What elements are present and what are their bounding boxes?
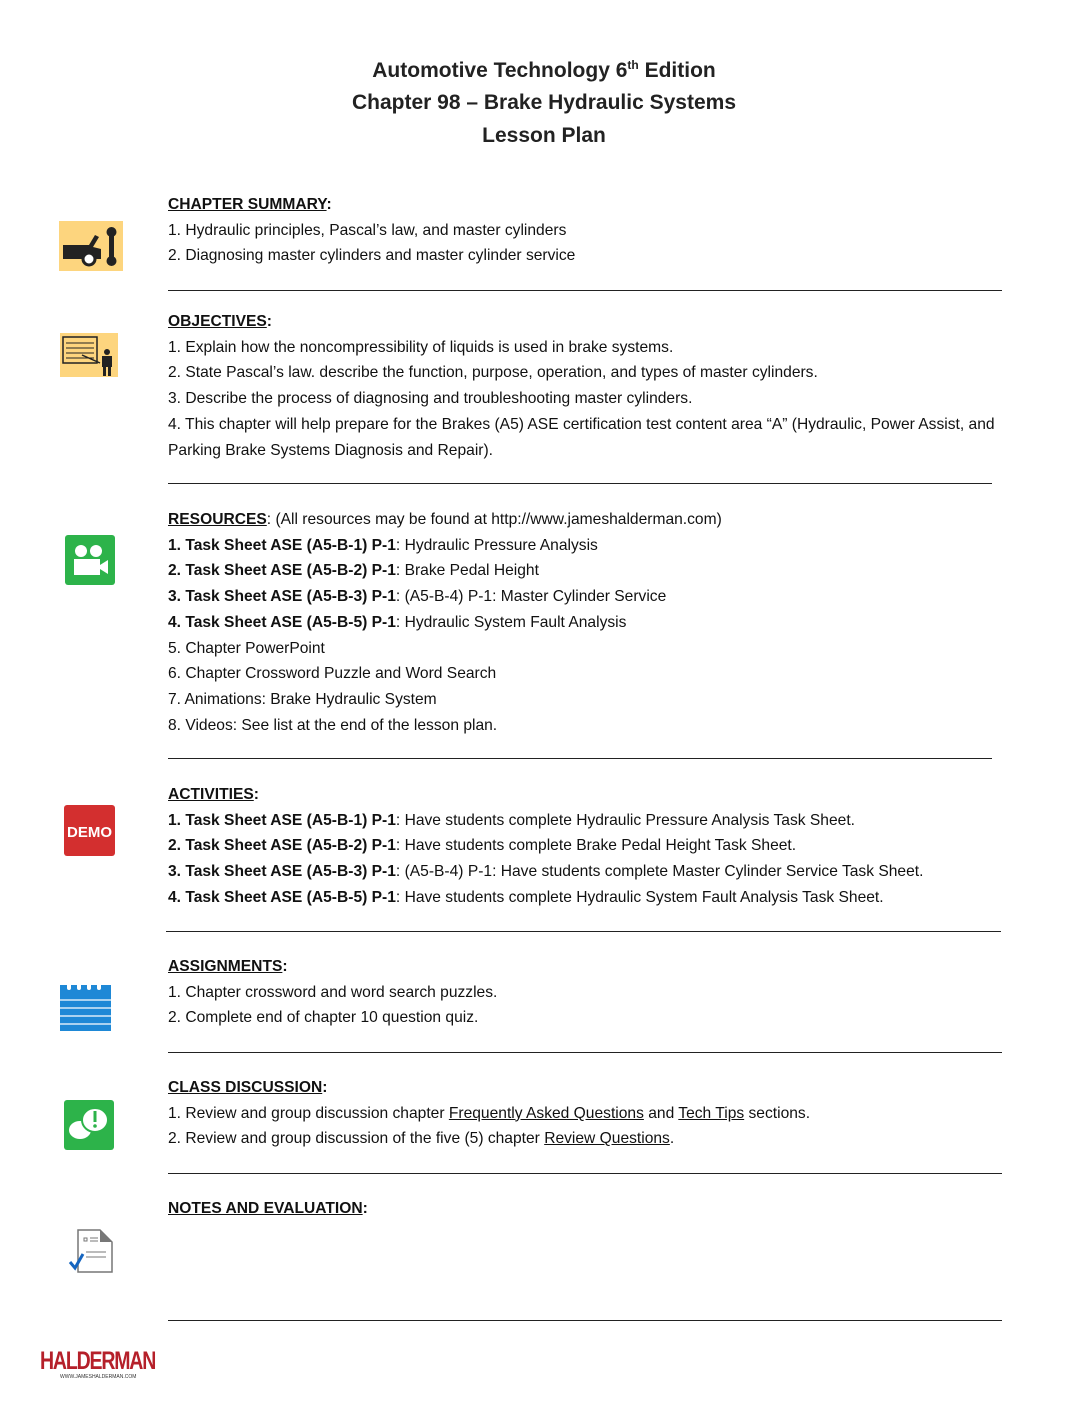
class-discussion-section bbox=[168, 1075, 1038, 1152]
list-item: 1. Review and group discussion chapter Frequently Asked Questions and Tech Tips sections. bbox=[168, 1104, 811, 1122]
list-item: 1. Explain how the noncompressibility of liquids is used in brake systems. bbox=[168, 338, 674, 356]
car-repair-icon bbox=[59, 221, 123, 271]
notes-section bbox=[168, 1196, 1038, 1222]
list-item: 4. Task Sheet ASE (A5-B-5) P-1: Hydraulic System Fault Analysis bbox=[168, 613, 627, 631]
chapter-summary-section bbox=[168, 192, 1038, 269]
list-item: 1. Task Sheet ASE (A5-B-1) P-1: Have students complete Hydraulic Pressure Analysis Task Sheet. bbox=[168, 811, 855, 829]
objectives-section bbox=[168, 309, 1038, 463]
list-item: 2. Review and group discussion of the five (5) chapter Review Questions. bbox=[168, 1130, 675, 1148]
list-item: 1. Hydraulic principles, Pascal’s law, and master cylinders bbox=[168, 221, 567, 239]
divider bbox=[168, 483, 992, 484]
list-item: 2. Complete end of chapter 10 question quiz. bbox=[168, 1009, 479, 1027]
list-item: 3. Task Sheet ASE (A5-B-3) P-1: (A5-B-4) P-1: Master Cylinder Service bbox=[168, 588, 667, 606]
tech-tips-link[interactable]: Tech Tips bbox=[678, 1104, 745, 1122]
list-item: 3. Describe the process of diagnosing and troubleshooting master cylinders. bbox=[168, 390, 693, 408]
list-item: 1. Task Sheet ASE (A5-B-1) P-1: Hydraulic Pressure Analysis bbox=[168, 536, 598, 554]
list-item: 2. State Pascal’s law. describe the function, purpose, operation, and types of master cylinders. bbox=[168, 364, 818, 382]
list-item: 4. Task Sheet ASE (A5-B-5) P-1: Have students complete Hydraulic System Fault Analysis Task Sheet. bbox=[168, 888, 884, 906]
svg-text:DEMO: DEMO bbox=[67, 824, 112, 841]
list-item: 4. This chapter will help prepare for the Brakes (A5) ASE certification test content area “A” (Hydraulic, Power Assist, and Parking Brake Systems Diagnosis and Repair). bbox=[168, 415, 995, 459]
list-item: 3. Task Sheet ASE (A5-B-3) P-1: (A5-B-4) P-1: Have students complete Master Cylinder Service Task Sheet. bbox=[168, 863, 924, 881]
divider bbox=[168, 290, 1002, 291]
checklist-document-icon bbox=[68, 1228, 114, 1274]
list-item: 2. Task Sheet ASE (A5-B-2) P-1: Brake Pedal Height bbox=[168, 562, 539, 580]
activities-section bbox=[168, 782, 1038, 911]
list-item: 2. Diagnosing master cylinders and master cylinder service bbox=[168, 247, 576, 265]
section-heading: RESOURCES: (All resources may be found at http://www.jameshalderman.com) bbox=[168, 511, 722, 528]
section-heading: CLASS DISCUSSION: bbox=[168, 1079, 328, 1096]
section-heading: ASSIGNMENTS: bbox=[168, 958, 288, 975]
demo-icon bbox=[64, 805, 115, 856]
divider bbox=[168, 1173, 1002, 1174]
video-camera-icon bbox=[65, 535, 115, 585]
divider bbox=[168, 1052, 1002, 1053]
section-heading: ACTIVITIES: bbox=[168, 786, 259, 803]
halderman-logo: HALDERMAN WWW.JAMESHALDERMAN.COM bbox=[40, 1347, 156, 1380]
faq-link[interactable]: Frequently Asked Questions bbox=[448, 1104, 644, 1122]
notepad-icon bbox=[60, 980, 111, 1031]
list-item: 8. Videos: See list at the end of the lesson plan. bbox=[168, 716, 498, 734]
section-heading: NOTES AND EVALUATION: bbox=[168, 1200, 368, 1217]
resources-section bbox=[168, 507, 1038, 738]
section-heading: OBJECTIVES: bbox=[168, 313, 272, 330]
assignments-section bbox=[168, 954, 1038, 1031]
divider bbox=[168, 758, 992, 759]
section-heading: CHAPTER SUMMARY: bbox=[168, 196, 332, 213]
title-line-2: Chapter 98 – Brake Hydraulic Systems bbox=[351, 91, 737, 114]
review-questions-link[interactable]: Review Questions bbox=[544, 1130, 670, 1148]
list-item: 1. Chapter crossword and word search puzzles. bbox=[168, 983, 498, 1001]
title-line-3: Lesson Plan bbox=[482, 124, 606, 147]
divider bbox=[168, 1320, 1002, 1321]
title-line-1: Automotive Technology 6th Edition bbox=[372, 58, 716, 82]
list-item: 5. Chapter PowerPoint bbox=[168, 639, 325, 657]
teacher-presentation-icon bbox=[60, 333, 118, 377]
list-item: 6. Chapter Crossword Puzzle and Word Search bbox=[168, 665, 497, 683]
list-item: 2. Task Sheet ASE (A5-B-2) P-1: Have students complete Brake Pedal Height Task Sheet. bbox=[168, 837, 797, 855]
list-item: 7. Animations: Brake Hydraulic System bbox=[168, 690, 437, 708]
discussion-icon bbox=[64, 1100, 114, 1150]
divider bbox=[166, 931, 1001, 932]
